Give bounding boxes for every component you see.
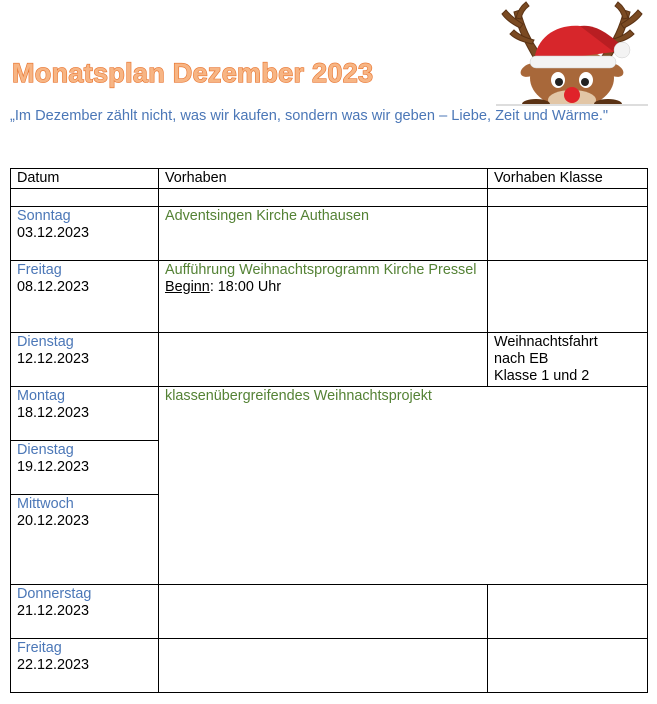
date-cell (11, 639, 159, 693)
klasse-cell (488, 639, 648, 693)
beginn-line (165, 279, 481, 296)
weekday: Dienstag (17, 442, 74, 458)
header-datum: Datum (11, 169, 159, 189)
klasse-cell (488, 333, 648, 387)
date: 21.12.2023 (17, 603, 90, 619)
weekday: Mittwoch (17, 496, 74, 512)
reindeer-santa-hat-icon (496, 0, 648, 106)
weekday: Dienstag (17, 334, 74, 350)
empty-cell (488, 189, 648, 207)
beginn-label: Beginn (165, 279, 210, 295)
vorhaben-cell: Adventsingen Kirche Authausen (159, 207, 488, 261)
month-plan-table (10, 168, 648, 693)
date: 18.12.2023 (17, 405, 90, 421)
klasse-cell (488, 261, 648, 333)
weekday: Freitag (17, 262, 62, 278)
table-row (11, 387, 648, 441)
vorhaben-cell (159, 639, 488, 693)
vorhaben-text: Aufführung Weihnachtsprogramm Kirche Pressel (165, 262, 477, 278)
weekday: Montag (17, 388, 65, 404)
table-row (11, 261, 648, 333)
vorhaben-cell (159, 261, 488, 333)
klasse-line: nach EB (494, 351, 549, 367)
header-vorhaben-klasse: Vorhaben Klasse (488, 169, 648, 189)
klasse-cell (488, 207, 648, 261)
table-row (11, 585, 648, 639)
motto-quote: „Im Dezember zählt nicht, was wir kaufen, sondern was wir geben – Liebe, Zeit und Wärme." (10, 108, 609, 124)
empty-cell (11, 189, 159, 207)
merged-project-cell: klassenübergreifendes Weihnachtsprojekt (159, 387, 648, 585)
vorhaben-cell (159, 585, 488, 639)
date-cell (11, 585, 159, 639)
klasse-line: Klasse 1 und 2 (494, 368, 590, 384)
empty-row (11, 189, 648, 207)
weekday: Sonntag (17, 208, 71, 224)
empty-cell (159, 189, 488, 207)
date-cell (11, 261, 159, 333)
vorhaben-cell (159, 333, 488, 387)
date: 19.12.2023 (17, 459, 90, 475)
table-header-row (11, 169, 648, 189)
page-title: Monatsplan Dezember 2023 (12, 58, 374, 88)
klasse-cell (488, 585, 648, 639)
date-cell (11, 387, 159, 441)
beginn-time: : 18:00 Uhr (209, 279, 282, 295)
date-cell (11, 207, 159, 261)
table-row (11, 333, 648, 387)
klasse-line: Weihnachtsfahrt (494, 334, 598, 350)
weekday: Donnerstag (17, 586, 92, 602)
date-cell (11, 333, 159, 387)
table-row (11, 639, 648, 693)
date: 20.12.2023 (17, 513, 90, 529)
weekday: Freitag (17, 640, 62, 656)
date: 12.12.2023 (17, 351, 90, 367)
date: 03.12.2023 (17, 225, 90, 241)
date-cell (11, 441, 159, 495)
date: 22.12.2023 (17, 657, 90, 673)
date-cell (11, 495, 159, 585)
table-row (11, 207, 648, 261)
header-vorhaben: Vorhaben (159, 169, 488, 189)
date: 08.12.2023 (17, 279, 90, 295)
